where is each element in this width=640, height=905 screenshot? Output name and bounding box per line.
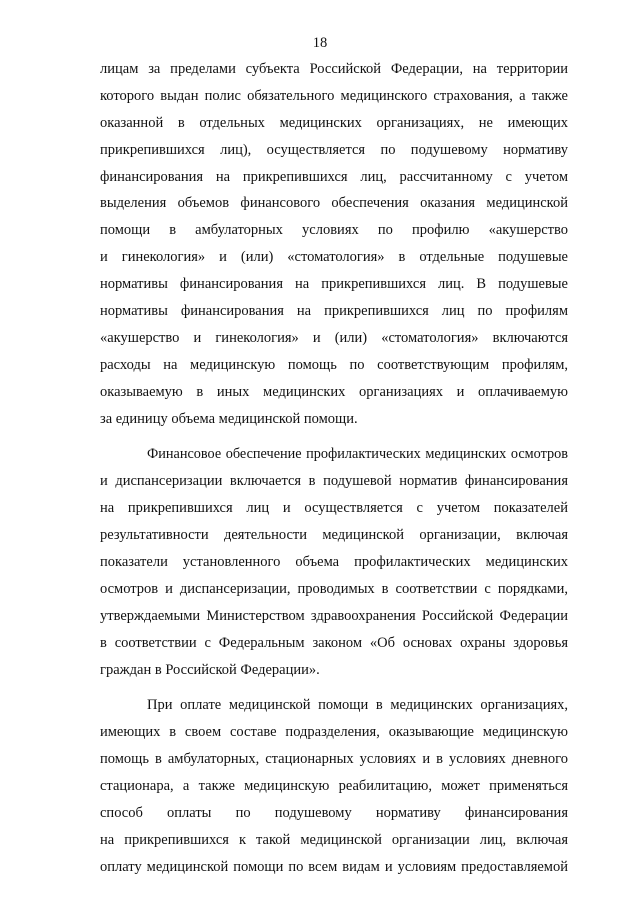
- text-line: оказываемую в иных медицинских организациях и оплачиваемую: [100, 383, 568, 400]
- text-line: в соответствии с Федеральным законом «Об основах охраны здоровья: [100, 634, 568, 651]
- text-line: результативности деятельности медицинской организации, включая: [100, 527, 568, 544]
- paragraph-gap: [100, 432, 568, 441]
- paragraph-gap: [100, 683, 568, 692]
- text-line: При оплате медицинской помощи в медицинских организациях,: [147, 697, 568, 714]
- paragraph-2: [100, 441, 568, 683]
- paragraph-1: [100, 56, 568, 432]
- text-line: и гинекология» и (или) «стоматология» в отдельные подушевые: [100, 249, 568, 266]
- text-line: стационара, а также медицинскую реабилитацию, может применяться: [100, 778, 568, 795]
- page-number: 18: [312, 35, 328, 51]
- text-line: финансирования на прикрепившихся лиц, рассчитанному с учетом: [100, 168, 568, 185]
- text-line: выделения объемов финансового обеспечения оказания медицинской: [100, 195, 568, 212]
- text-line: граждан в Российской Федерации».: [100, 661, 320, 678]
- paragraph-3: [100, 692, 568, 880]
- text-line: Финансовое обеспечение профилактических медицинских осмотров: [147, 446, 568, 463]
- text-line: оплату медицинской помощи по всем видам и условиям предоставляемой: [100, 858, 568, 875]
- text-line: за единицу объема медицинской помощи.: [100, 410, 358, 427]
- text-line: показатели установленного объема профилактических медицинских: [100, 554, 568, 571]
- text-line: нормативы финансирования на прикрепившихся лиц. В подушевые: [100, 276, 568, 293]
- text-line: «акушерство и гинекология» и (или) «стоматология» включаются: [100, 329, 568, 346]
- text-line: лицам за пределами субъекта Российской Федерации, на территории: [100, 61, 568, 77]
- text-line: на прикрепившихся лиц и осуществляется с учетом показателей: [100, 500, 568, 517]
- body-text: [100, 56, 568, 881]
- text-line: и диспансеризации включается в подушевой норматив финансирования: [100, 473, 568, 490]
- text-line: помощь в амбулаторных, стационарных условиях и в условиях дневного: [100, 751, 568, 768]
- text-line: утверждаемыми Министерством здравоохранения Российской Федерации: [100, 607, 568, 624]
- text-line: расходы на медицинскую помощь по соответствующим профилям,: [100, 356, 568, 373]
- text-line: осмотров и диспансеризации, проводимых в соответствии с порядками,: [100, 580, 568, 597]
- text-line: прикрепившихся лиц), осуществляется по подушевому нормативу: [100, 141, 568, 158]
- text-line: нормативы финансирования на прикрепившихся лиц по профилям: [100, 303, 568, 320]
- text-line: которого выдан полис обязательного медицинского страхования, а также: [100, 87, 568, 104]
- text-line: на прикрепившихся к такой медицинской организации лиц, включая: [100, 831, 568, 848]
- text-line: оказанной в отдельных медицинских организациях, не имеющих: [100, 114, 568, 131]
- text-line: помощи в амбулаторных условиях по профилю «акушерство: [100, 222, 568, 239]
- text-line: имеющих в своем составе подразделения, оказывающие медицинскую: [100, 724, 568, 741]
- text-line: способ оплаты по подушевому нормативу финансирования: [100, 805, 568, 822]
